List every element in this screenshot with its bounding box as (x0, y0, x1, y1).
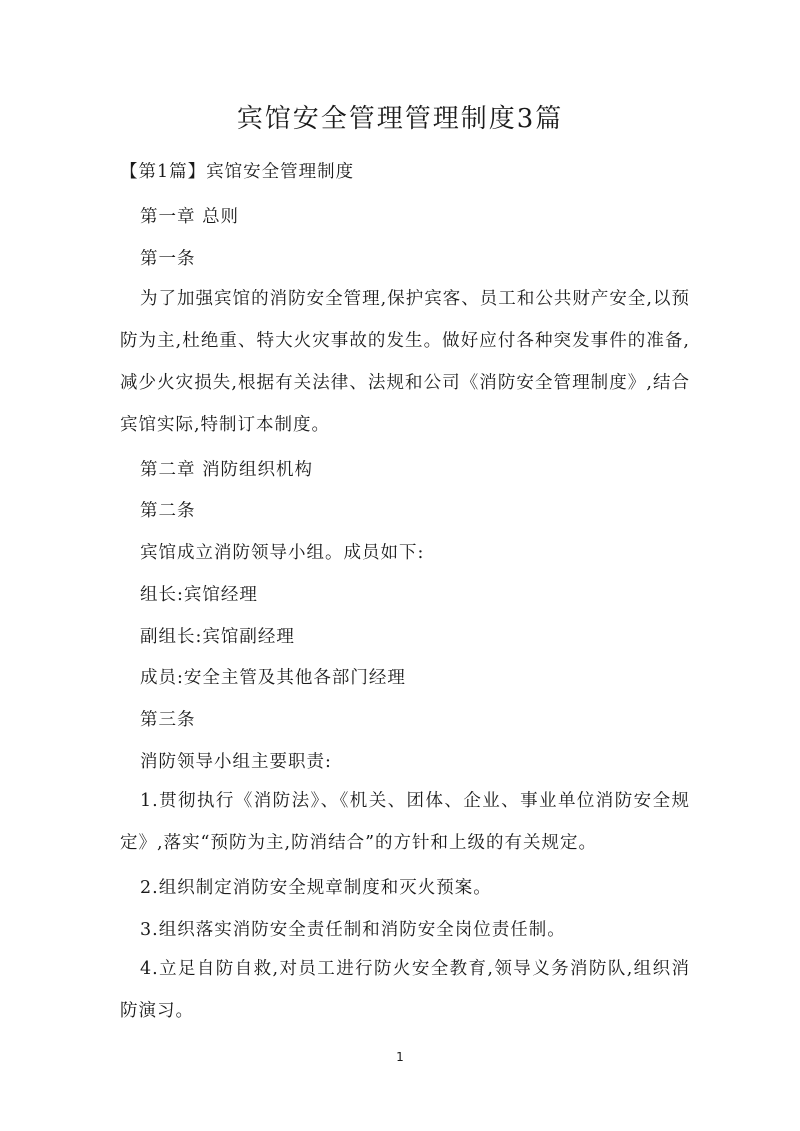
list-item: 2.组织制定消防安全规章制度和灭火预案。 (140, 878, 492, 898)
body-paragraph: 副组长:宾馆副经理 (140, 627, 295, 647)
list-item: 3.组织落实消防安全责任制和消防安全岗位责任制。 (140, 920, 566, 940)
list-item: 1.贯彻执行《消防法》、《机关、团体、企业、事业单位消防安全规定》,落实“预防为主,防消结合”的方针和上级的有关规定。 (120, 791, 690, 853)
article-heading: 第二条 (140, 501, 196, 521)
article-heading: 第一条 (140, 249, 196, 269)
body-paragraph: 为了加强宾馆的消防安全管理,保护宾客、员工和公共财产安全,以预防为主,杜绝重、特大火灾事故的发生。做好应付各种突发事件的准备,减少火灾损失,根据有关法律、法规和公司《消防安全管理制度》,结合宾馆实际,特制订本制度。 (120, 289, 690, 435)
body-paragraph: 宾馆成立消防领导小组。成员如下: (140, 543, 425, 563)
chapter-heading: 第二章 消防组织机构 (140, 460, 314, 480)
section-heading: 【第1篇】宾馆安全管理制度 (120, 162, 355, 182)
article-heading: 第三条 (140, 710, 196, 730)
body-paragraph: 组长:宾馆经理 (140, 585, 258, 605)
list-item: 4.立足自防自救,对员工进行防火安全教育,领导义务消防队,组织消防演习。 (120, 959, 690, 1021)
body-paragraph: 消防领导小组主要职责: (140, 752, 332, 772)
page-number: 1 (396, 1050, 404, 1064)
document-title: 宾馆安全管理管理制度3篇 (236, 104, 564, 134)
body-paragraph: 成员:安全主管及其他各部门经理 (140, 668, 406, 688)
chapter-heading: 第一章 总则 (140, 207, 240, 227)
